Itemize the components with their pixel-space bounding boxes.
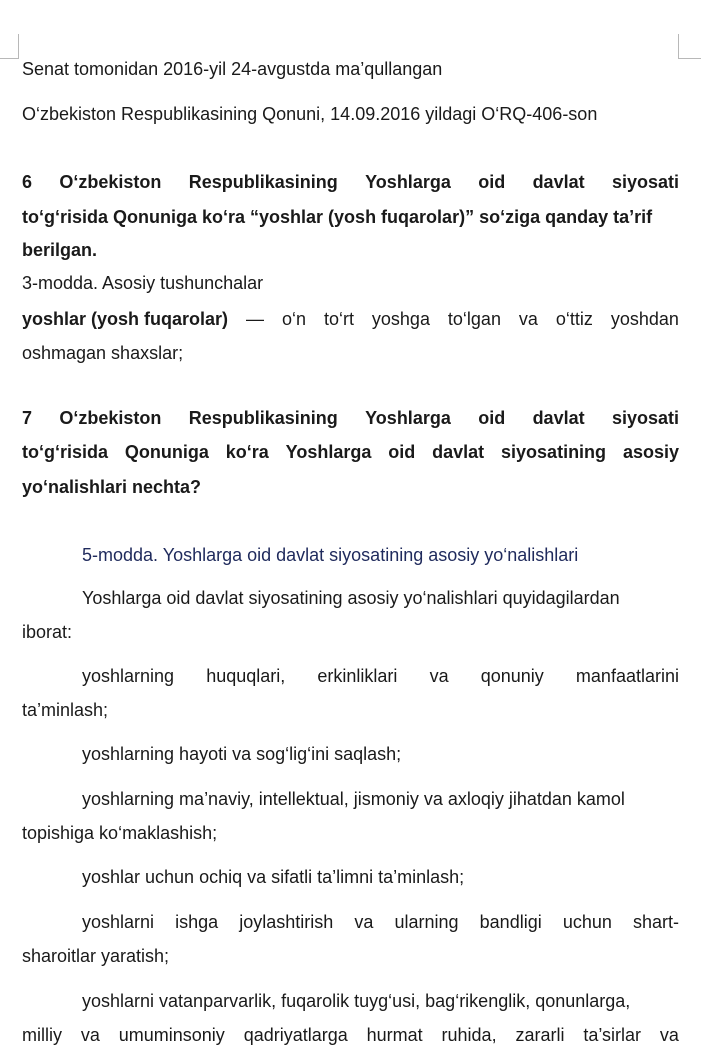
- word: va: [518, 309, 538, 329]
- word: bandligi: [479, 912, 542, 932]
- question-6-line-3: berilgan.: [22, 240, 98, 260]
- word: qonuniy: [480, 666, 544, 686]
- list-item-1-line-2: ta’minlash;: [22, 700, 109, 720]
- word: va: [659, 1025, 679, 1045]
- word: o‘ttiz: [555, 309, 593, 329]
- word: milliy: [22, 1025, 62, 1045]
- word: —: [246, 309, 264, 329]
- list-item-6-line-1: yoshlarni vatanparvarlik, fuqarolik tuyg‘usi, bag‘rikenglik, qonunlarga,: [82, 991, 631, 1011]
- word: ishga: [175, 912, 219, 932]
- page-corner-mark-right: [678, 34, 701, 59]
- word: ruhida,: [441, 1025, 497, 1045]
- word: erkinliklari: [317, 666, 398, 686]
- question-7-line-1: [22, 407, 679, 429]
- law-reference-line: O‘zbekiston Respublikasining Qonuni, 14.09.2016 yildagi O‘RQ-406-son: [22, 104, 598, 124]
- word: qadriyatlarga: [243, 1025, 348, 1045]
- list-item-2: yoshlarning hayoti va sog‘lig‘ini saqlash;: [82, 744, 402, 764]
- definition-line-1: [22, 308, 679, 330]
- article-5-intro-line-1: Yoshlarga oid davlat siyosatining asosiy yo‘nalishlari quyidagilardan: [82, 588, 620, 608]
- word: O‘zbekiston: [59, 172, 162, 192]
- article-3-title: 3-modda. Asosiy tushunchalar: [22, 273, 264, 293]
- word: va: [429, 666, 449, 686]
- word: oid: [478, 172, 506, 192]
- law-approval-line: Senat tomonidan 2016-yil 24-avgustda ma’qullangan: [22, 59, 443, 79]
- word: O‘zbekiston: [59, 408, 162, 428]
- question-7-line-3: yo‘nalishlari nechta?: [22, 477, 202, 497]
- question-number: 7: [22, 408, 33, 428]
- definition-term: yoshlar (yosh fuqarolar): [22, 309, 229, 329]
- word: siyosatining: [501, 442, 607, 462]
- question-number: 6: [22, 172, 33, 192]
- question-6-line-1: [22, 171, 679, 193]
- word: Qonuniga: [124, 442, 209, 462]
- word: to‘rt: [323, 309, 354, 329]
- word: va: [80, 1025, 100, 1045]
- word: joylashtirish: [239, 912, 334, 932]
- word: va: [354, 912, 374, 932]
- list-item-6-line-2: [22, 1024, 679, 1046]
- page-corner-mark-left: [0, 34, 19, 59]
- list-item-5-line-1: [82, 911, 679, 933]
- word: huquqlari,: [206, 666, 286, 686]
- word: Respublikasining: [188, 172, 338, 192]
- word: ko‘ra: [225, 442, 269, 462]
- article-5-intro-line-2: iborat:: [22, 622, 73, 642]
- word: zararli: [515, 1025, 565, 1045]
- list-item-1-line-1: [82, 665, 679, 687]
- word: Yoshlarga: [285, 442, 372, 462]
- word: shart-: [632, 912, 679, 932]
- question-6-line-2: to‘g‘risida Qonuniga ko‘ra “yoshlar (yosh fuqarolar)” so‘ziga qanday ta’rif: [22, 207, 653, 227]
- word: umuminsoniy: [118, 1025, 225, 1045]
- word: Respublikasining: [188, 408, 338, 428]
- word: to‘lgan: [447, 309, 501, 329]
- word: siyosati: [611, 408, 679, 428]
- word: to‘g‘risida: [22, 442, 109, 462]
- word: o‘n: [281, 309, 306, 329]
- word: davlat: [532, 172, 585, 192]
- word: yoshlarning: [82, 666, 175, 686]
- word: Yoshlarga: [365, 172, 451, 192]
- article-5-heading: 5-modda. Yoshlarga oid davlat siyosatining asosiy yo‘nalishlari: [82, 545, 579, 565]
- word: asosiy: [622, 442, 679, 462]
- list-item-3-line-2: topishiga ko‘maklashish;: [22, 823, 218, 843]
- word: hurmat: [366, 1025, 423, 1045]
- word: yoshdan: [610, 309, 679, 329]
- word: manfaatlarini: [575, 666, 679, 686]
- word: yoshlarni: [82, 912, 155, 932]
- word: oid: [478, 408, 506, 428]
- list-item-3-line-1: yoshlarning ma’naviy, intellektual, jismoniy va axloqiy jihatdan kamol: [82, 789, 625, 809]
- word: Yoshlarga: [365, 408, 451, 428]
- word: ularning: [394, 912, 459, 932]
- word: siyosati: [611, 172, 679, 192]
- word: ta’sirlar: [583, 1025, 642, 1045]
- list-item-5-line-2: sharoitlar yaratish;: [22, 946, 170, 966]
- word: davlat: [432, 442, 485, 462]
- word: oid: [388, 442, 416, 462]
- list-item-4: yoshlar uchun ochiq va sifatli ta’limni ta’minlash;: [82, 867, 465, 887]
- word: uchun: [562, 912, 612, 932]
- definition-line-2: oshmagan shaxslar;: [22, 343, 184, 363]
- question-7-line-2: [22, 441, 679, 463]
- word: yoshga: [371, 309, 430, 329]
- word: davlat: [532, 408, 585, 428]
